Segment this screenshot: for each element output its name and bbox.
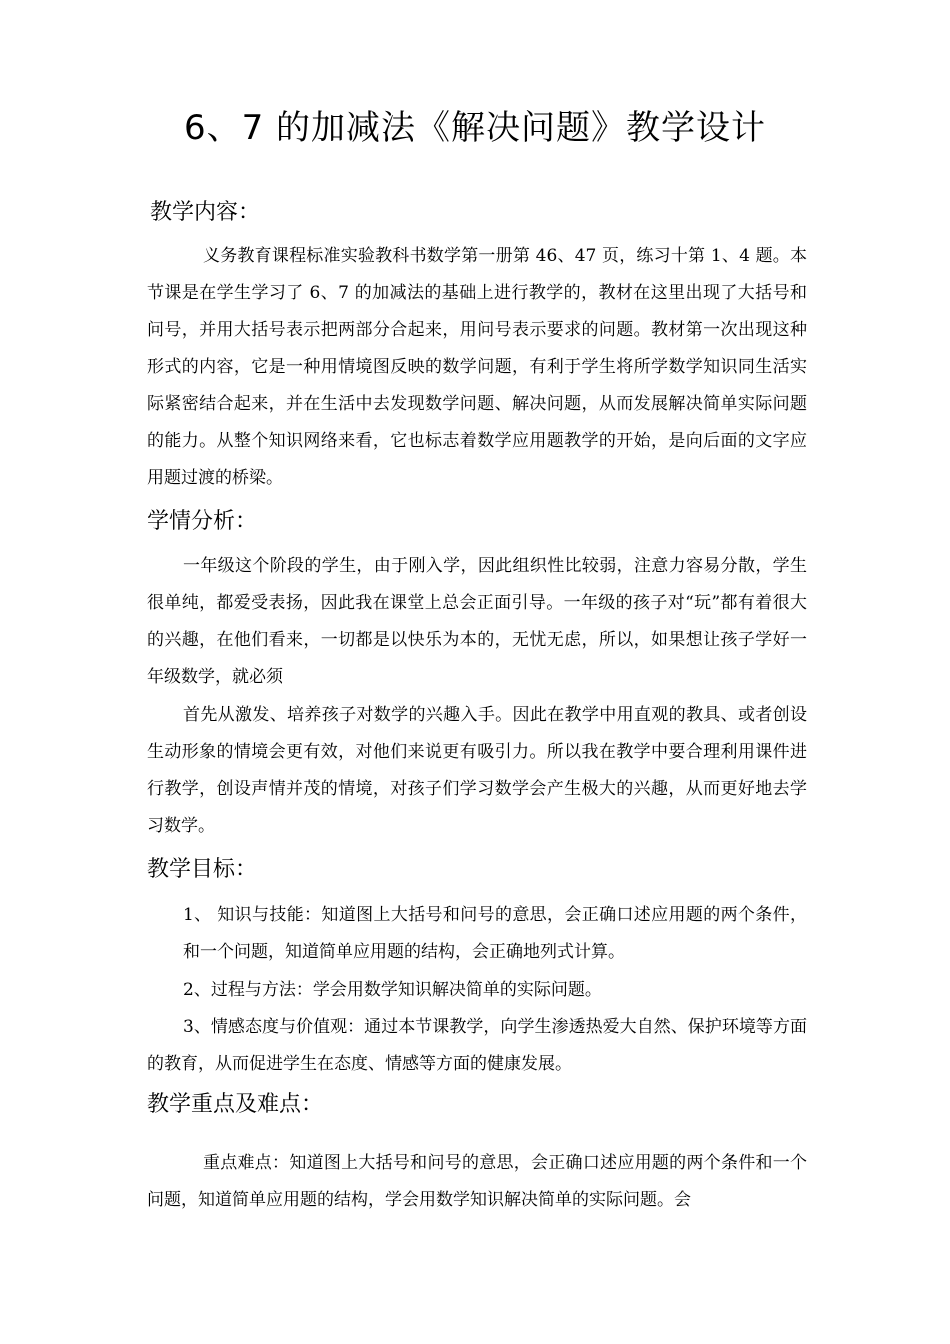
paragraph-teaching-content: 义务教育课程标准实验教科书数学第一册第 46、47 页，练习十第 1、4 题。本节课是在学生学习了 6、7 的加减法的基础上进行教学的，教材在这里出现了大括号和问号，并用大括号表示把两部分合起来，用问号表示要求的问题。教材第一次出现这种形式的内容，它是一种用情境图反映的数学问题，有利于学生将所学数学知识同生活实际紧密结合起来，并在生活中去发现数学问题、解决问题，从而发展解决简单实际问题的能力。从整个知识网络来看，它也标志着数学应用题教学的开始，是向后面的文字应用题过渡的桥梁。 [147, 246, 807, 488]
paragraph-key-difficult-points: 重点难点：知道图上大括号和问号的意思，会正确口述应用题的两个条件和一个问题，知道简单应用题的结构，学会用数学知识解决简单的实际问题。会 [147, 1153, 807, 1210]
goal-item-knowledge-skills: 1、 知识与技能：知道图上大括号和问号的意思，会正确口述应用题的两个条件，和一个问题，知道简单应用题的结构，会正确地列式计算。 [183, 905, 807, 962]
document-title: 6、7 的加减法《解决问题》教学设计 [183, 108, 767, 148]
heading-teaching-content: 教学内容： [150, 200, 261, 225]
paragraph-student-analysis-1: 一年级这个阶段的学生，由于刚入学，因此组织性比较弱，注意力容易分散，学生很单纯，都爱受表扬，因此我在课堂上总会正面引导。一年级的孩子对“玩”都有着很大的兴趣，在他们看来，一切都是以快乐为本的，无忧无虑，所以，如果想让孩子学好一年级数学，就必须 [147, 556, 807, 687]
paragraph-student-analysis-2: 首先从激发、培养孩子对数学的兴趣入手。因此在教学中用直观的教具、或者创设生动形象的情境会更有效，对他们来说更有吸引力。所以我在教学中要合理利用课件进行教学，创设声情并茂的情境，对孩子们学习数学会产生极大的兴趣，从而更好地去学习数学。 [147, 705, 807, 836]
heading-teaching-goals: 教学目标： [147, 857, 258, 882]
goal-item-attitude-values: 3、情感态度与价值观：通过本节课教学，向学生渗透热爱大自然、保护环境等方面的教育，从而促进学生在态度、情感等方面的健康发展。 [147, 1017, 807, 1074]
heading-key-difficult-points: 教学重点及难点： [147, 1092, 324, 1117]
heading-student-analysis: 学情分析： [147, 509, 258, 534]
goal-item-process-method: 2、过程与方法：学会用数学知识解决简单的实际问题。 [183, 980, 602, 1000]
